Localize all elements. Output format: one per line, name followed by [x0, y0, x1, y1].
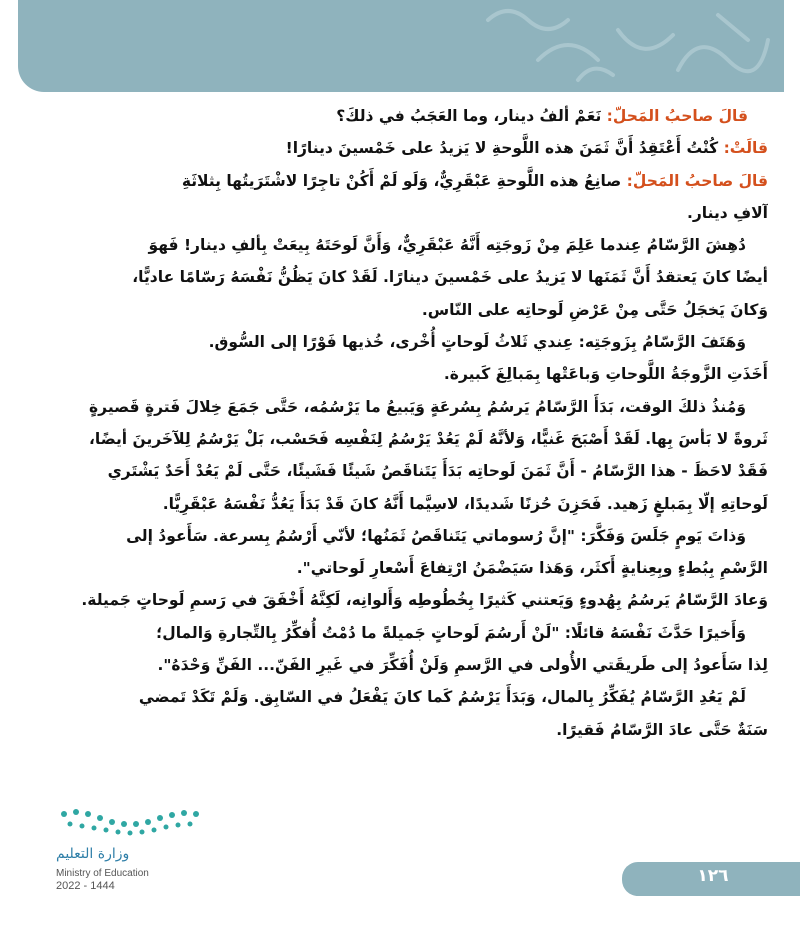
paragraph-start: وَمُنذُ ذلكَ الوقت، بَدَأَ الرَّسّامُ يَرسُمُ بِسُرعَةٍ وَيَبيعُ ما يَرْسُمُه، حَتَّى جَمَعَ خِلالَ فَترةٍ قَصيرةٍ — [89, 397, 746, 416]
paragraph-start: وَذاتَ يَومٍ جَلَسَ وَفَكَّرَ: "إنَّ رُسوماتي يَتَناقَصُ ثَمَنُها؛ لأنّي أَرْسُمُ بِسرعة. سَأَعودُ إلى — [126, 526, 746, 545]
text-line: آلافِ دينار. — [687, 203, 768, 222]
ministry-name-english: Ministry of Education — [56, 868, 149, 879]
dialog-line-3: قالَ صاحبُ المَحلّ: صانِعُ هذه اللَّوحةِ عَبْقَرِيٌّ، وَلَو لَمْ أَكُنْ تاجِرًا لاشْتَرَيتُها بِثلاثَةِ — [181, 171, 768, 190]
paragraph-start: وَهَتَفَ الرَّسّامُ بِزَوجَتِه: عِندي ثَلاثُ لَوحاتٍ أُخْرى، خُذيها فَوْرًا إلى السُّوق. — [208, 333, 746, 352]
ministry-logo-icon — [54, 806, 204, 836]
calligraphy-decoration — [18, 0, 800, 92]
dialog-line-1: قالَ صاحبُ المَحلّ: نَعَمْ ألفُ دينار، وما العَجَبُ في ذلكَ؟ — [336, 107, 748, 125]
text-line: سَنَةٌ حَتَّى عادَ الرَّسّامُ فَقيرًا. — [556, 720, 768, 739]
text-line: لَوحاتِهِ إلّا بِمَبلغٍ زَهيد. فَحَزِنَ حُزنًا شَديدًا، لاسِيَّما أَنَّهُ كانَ قَدْ بَدَأَ يَعُدُّ نَفْسَهُ عَبْقَرِيًّا. — [162, 494, 768, 513]
paragraph-start: دُهِشَ الرَّسّامُ عِندما عَلِمَ مِنْ زَوجَتِه أَنَّهُ عَبْقَرِيٌّ، وَأَنَّ لَوحَتَهُ بِيعَتْ بِألفِ دينار! فَهوَ — [148, 236, 746, 255]
edition-year: 2022 - 1444 — [56, 880, 115, 892]
page-number: ١٢٦ — [697, 866, 729, 886]
paragraph-start: وَأَخيرًا حَدَّثَ نَفْسَهُ قائلًا: "لَنْ أَرسُمَ لَوحاتٍ جَميلةً ما دُمْتُ أُفكِّرُ بِالتِّجارةِ وَالمال؛ — [156, 623, 746, 642]
text-line: أَخَذَتِ الزَّوجَةُ اللَّوحاتِ وَباعَتْها بِمَبالِغَ كَبيرة. — [443, 365, 768, 384]
text-line: وَعادَ الرَّسّامُ يَرسُمُ بِهُدوءٍ وَيَعتني كَثيرًا بِخُطُوطِه وَأَلوانِه، لَكِنَّهُ أَخْفَقَ في رَسمِ لَوحاتٍ جَميلة. — [81, 591, 768, 610]
header-banner — [18, 0, 800, 92]
speaker-label: قالَ صاحبُ المَحلّ: — [606, 107, 748, 125]
text-line: فَقَدْ لاحَظَ - هذا الرَّسّامُ - أَنَّ ثَمَنَ لَوحاتِه بَدَأَ يَتَناقَصُ شَيئًا فَشَيئًا، حَتَّى لَمْ يَعُدْ أَحَدٌ يَشْتَري — [107, 462, 768, 481]
paragraph-start: لَمْ يَعُدِ الرَّسّامُ يُفَكِّرُ بِالمال، وَبَدَأَ يَرْسُمُ كَما كانَ يَفْعَلُ في السّابِق. وَلَمْ تَكَدْ تَمضي — [138, 688, 746, 707]
text-line: وَكانَ يَخجَلُ حَتَّى مِنْ عَرْضِ لَوحاتِه على النّاس. — [421, 300, 768, 319]
text-line: ثَروةً لا بَأسَ بِها. لَقَدْ أَصْبَحَ غَنيًّا، وَلأنَّهُ لَمْ يَعُدْ يَرْسُمُ لِنَفْسِه فَحَسْب، بَلْ يَرْسُمُ لِلآخَرينَ أيضًا، — [88, 429, 768, 448]
text-line: لِذا سَأَعودُ إلى طَريقَتي الأُولى في الرَّسمِ وَلَنْ أُفَكِّرَ في غَيرِ الفَنّ... الفَنِّ وَحْدَهُ". — [157, 656, 768, 675]
text-line: الرَّسْمِ بِبُطءٍ وبِعِنايةٍ أَكثَر، وَهَذا سَيَضْمَنُ ارْتِفاعَ أَسْعارِ لَوحاتي". — [296, 559, 768, 578]
story-text — [58, 100, 768, 746]
page-edge — [784, 0, 800, 938]
text-line: أيضًا كانَ يَعتقدُ أَنَّ ثَمَنَها لا يَزيدُ على خَمْسينَ دينارًا. لَقَدْ كانَ يَظُنُّ نَفْسَهُ رَسّامًا عاديًّا، — [132, 268, 768, 287]
speaker-label: قالَتْ: — [723, 139, 768, 158]
ministry-name-arabic: وزارة التعليم — [56, 846, 130, 862]
speaker-label: قالَ صاحبُ المَحلّ: — [626, 171, 768, 190]
dialog-line-2: قالَتْ: كُنْتُ أَعْتَقِدُ أَنَّ ثَمَنَ هذه اللَّوحةِ لا يَزيدُ على خَمْسينَ دينارًا! — [285, 139, 768, 158]
